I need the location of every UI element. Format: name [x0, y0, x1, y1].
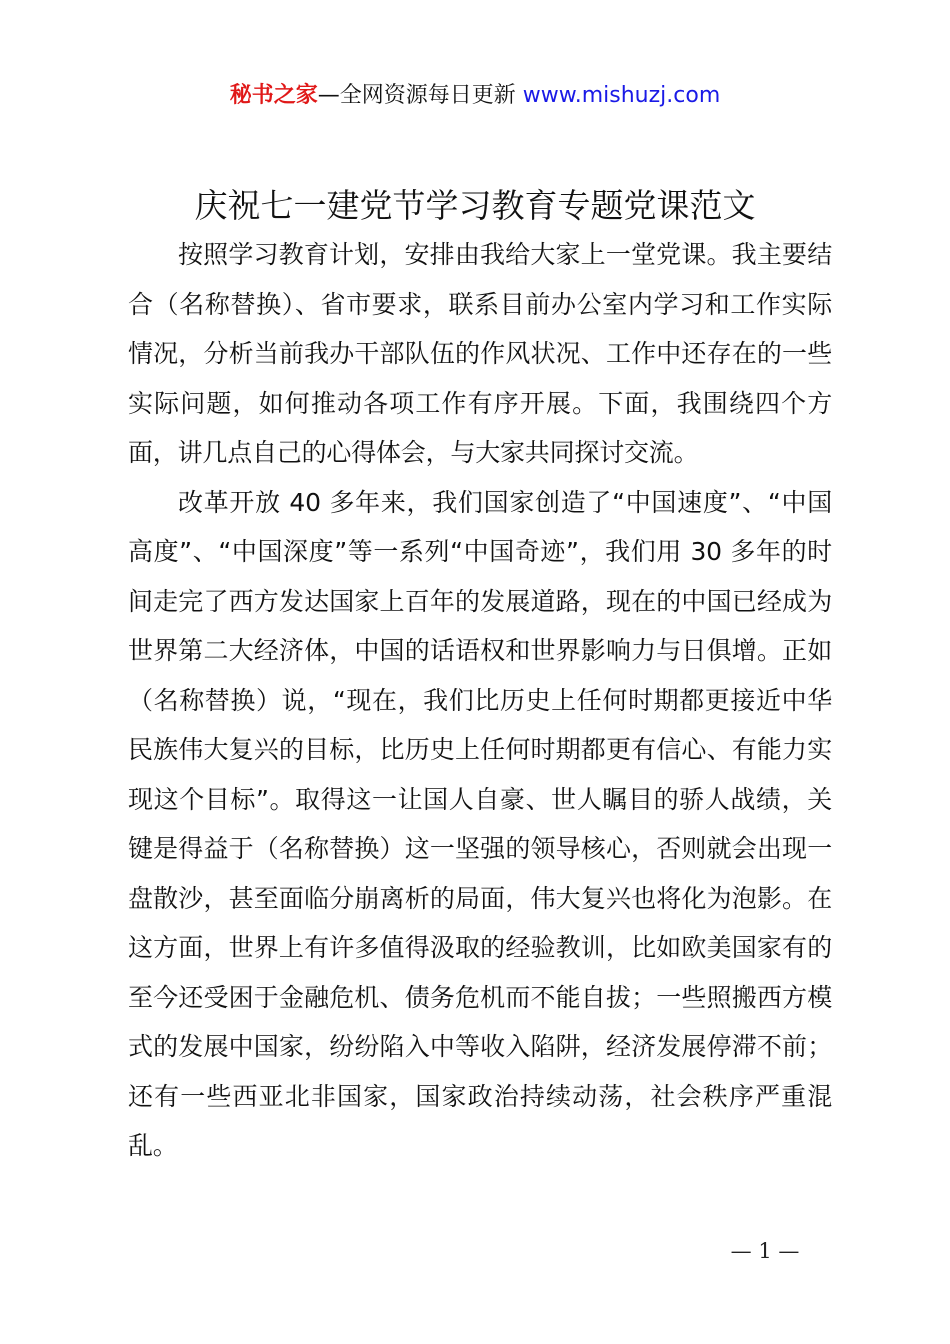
header-tagline: —全网资源每日更新	[317, 83, 523, 108]
page-number: — 1 —	[730, 1239, 800, 1263]
paragraph-intro: 按照学习教育计划，安排由我给大家上一堂党课。我主要结合（名称替换）、省市要求，联系目前办公室内学习和工作实际情况，分析当前我办干部队伍的作风状况、工作中还存在的一些实际问题，如何推动各项工作有序开展。下面，我围绕四个方面，讲几点自己的心得体会，与大家共同探讨交流。	[128, 240, 832, 467]
site-header	[0, 80, 950, 112]
document-body	[128, 230, 832, 1171]
paragraph-reform: 改革开放 40 多年来，我们国家创造了“中国速度”、“中国高度”、“中国深度”等一系列“中国奇迹”，我们用 30 多年的时间走完了西方发达国家上百年的发展道路，现在的中国已经成为世界第二大经济体，中国的话语权和世界影响力与日俱增。正如（名称替换）说，“现在，我们比历史上任何时期都更接近中华民族伟大复兴的目标，比历史上任何时期都更有信心、有能力实现这个目标”。取得这一让国人自豪、世人瞩目的骄人战绩，关键是得益于（名称替换）这一坚强的领导核心，否则就会出现一盘散沙，甚至面临分崩离析的局面，伟大复兴也将化为泡影。在这方面，世界上有许多值得汲取的经验教训，比如欧美国家有的至今还受困于金融危机、债务危机而不能自拔；一些照搬西方模式的发展中国家，纷纷陷入中等收入陷阱，经济发展停滞不前；还有一些西亚北非国家，国家政治持续动荡，社会秩序严重混乱。	[128, 487, 832, 1160]
brand-name: 秘书之家	[229, 83, 318, 108]
document-title: 庆祝七一建党节学习教育专题党课范文	[194, 186, 756, 225]
site-url-link[interactable]: www.mishuzj.com	[522, 83, 721, 108]
